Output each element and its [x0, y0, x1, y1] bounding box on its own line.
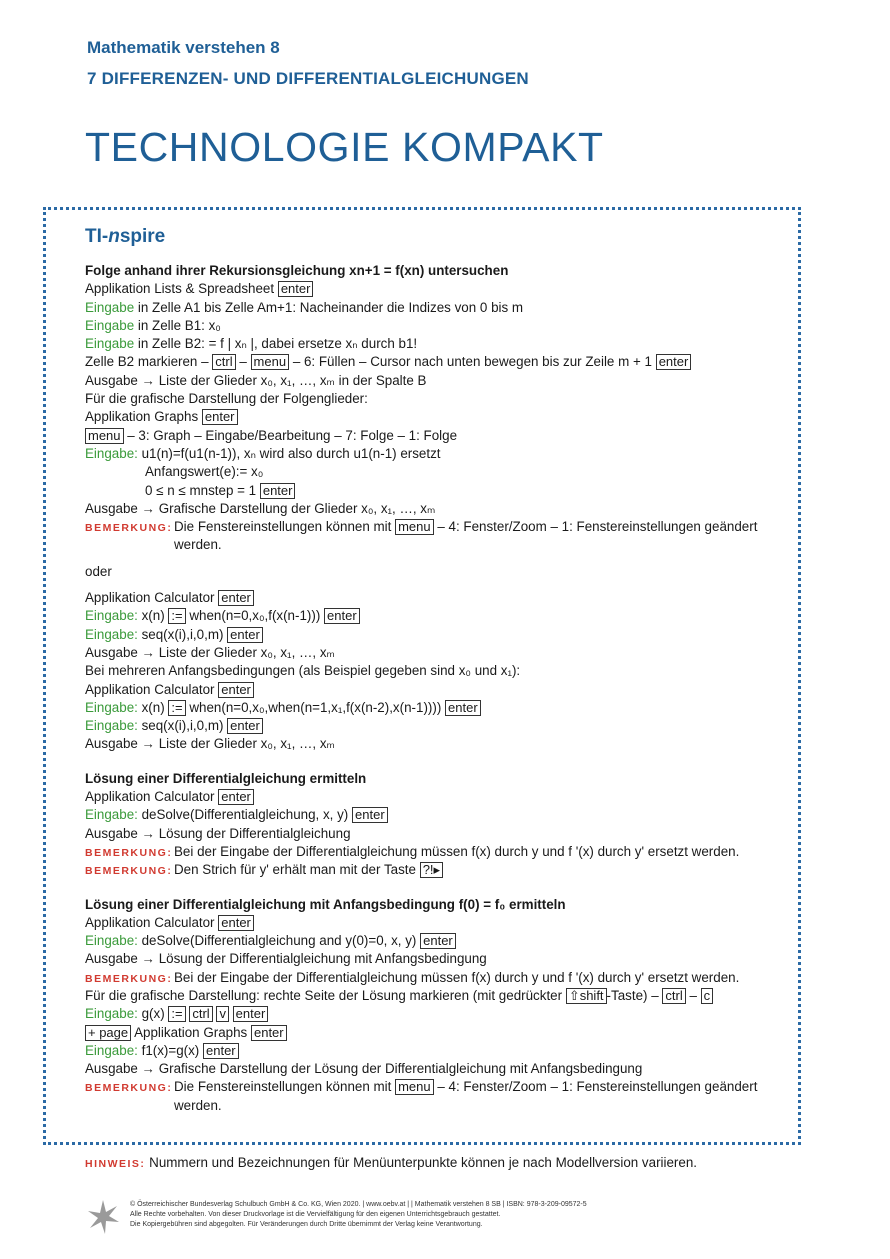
enter-key: enter [203, 1043, 239, 1059]
enter-key: enter [218, 915, 254, 931]
enter-key: enter [227, 718, 263, 734]
line: Bei mehreren Anfangsbedingungen (als Beispiel gegeben sind x₀ und x₁): [85, 663, 521, 679]
c-key: c [701, 988, 714, 1004]
hint-note: HINWEIS: Nummern und Bezeichnungen für Menüunterpunkte können je nach Modellversion variieren. [85, 1155, 698, 1170]
line: Eingabe: x(n) := when(n=0,x₀,when(n=1,x₁,f(x(n-2),x(n-1)))) enter [85, 699, 793, 717]
ctrl-key: ctrl [189, 1006, 212, 1022]
line: + page Applikation Graphs enter [85, 1024, 793, 1042]
book-title: Mathematik verstehen 8 [87, 38, 280, 57]
remark: BEMERKUNG: Die Fenstereinstellungen können mit menu – 4: Fenster/Zoom – 1: Fenstereinstellungen geändert [85, 519, 758, 535]
page-title: TECHNOLOGIE KOMPAKT [85, 124, 604, 170]
line: Ausgabe → Lösung der Differentialgleichung [85, 825, 351, 841]
menu-key: menu [85, 428, 124, 444]
line: Eingabe in Zelle B2: = f | xₙ |, dabei ersetze xₙ durch b1! [85, 336, 418, 352]
enter-key: enter [251, 1025, 287, 1041]
line: Zelle B2 markieren – ctrl – menu – 6: Füllen – Cursor nach unten bewegen bis zur Zeile m + 1 enter [85, 353, 793, 371]
remark: BEMERKUNG: Den Strich für y' erhält man mit der Taste ?!▸ [85, 861, 793, 879]
instructions [85, 262, 793, 1115]
shift-key: ⇧shift [566, 988, 607, 1004]
footer: © Österreichischer Bundesverlag Schulbuch GmbH & Co. KG, Wien 2020. | www.oebv.at | | Mathematik verstehen 8 SB | ISBN: 978-3-209-09572-5 Alle Rechte vorbehalten. Von dieser Druckvorlage ist die Vervielfältigung für den eigenen Unterrichtsgebrauch gestattet. Die Kopiergebühren sind abgegolten. Für Veränderungen durch Dritte übernimmt der Verlag keine Verantwortung. [130, 1201, 587, 1228]
line: Eingabe in Zelle A1 bis Zelle Am+1: Nacheinander die Indizes von 0 bis m [85, 299, 524, 315]
ctrl-key: ctrl [662, 988, 685, 1004]
line: Applikation Calculator enter [85, 788, 793, 806]
remark-cont: werden. [174, 1097, 222, 1113]
enter-key: enter [233, 1006, 269, 1022]
enter-key: enter [260, 483, 296, 499]
menu-key: menu [395, 1079, 434, 1095]
enter-key: enter [656, 354, 692, 370]
chapter-title: 7 DIFFERENZEN- UND DIFFERENTIALGLEICHUNGEN [87, 69, 529, 88]
line: Eingabe: seq(x(i),i,0,m) enter [85, 626, 793, 644]
enter-key: enter [218, 682, 254, 698]
line: Eingabe: u1(n)=f(u1(n-1)), xₙ wird also durch u1(n-1) ersetzt [85, 445, 441, 461]
publisher-logo-icon [86, 1198, 120, 1236]
oder-text: oder [85, 563, 112, 579]
enter-key: enter [445, 700, 481, 716]
line: menu – 3: Graph – Eingabe/Bearbeitung – 7: Folge – 1: Folge [85, 427, 793, 445]
enter-key: enter [202, 409, 238, 425]
menu-key: menu [395, 519, 434, 535]
line: Eingabe: x(n) := when(n=0,x₀,f(x(n-1))) enter [85, 607, 793, 625]
v-key: v [216, 1006, 229, 1022]
line: Eingabe: deSolve(Differentialgleichung, x, y) enter [85, 806, 793, 824]
enter-key: enter [324, 608, 360, 624]
enter-key: enter [227, 627, 263, 643]
line: Eingabe: deSolve(Differentialgleichung and y(0)=0, x, y) enter [85, 932, 793, 950]
line: Ausgabe → Liste der Glieder x₀, x₁, …, xₘ in der Spalte B [85, 372, 427, 388]
line: Eingabe: f1(x)=g(x) enter [85, 1042, 793, 1060]
remark: BEMERKUNG: Bei der Eingabe der Differentialgleichung müssen f(x) durch y und f '(x) durch y' ersetzt werden. [85, 969, 740, 985]
line: Applikation Graphs enter [85, 408, 793, 426]
line: Applikation Calculator enter [85, 589, 793, 607]
page-key: + page [85, 1025, 131, 1041]
line: 0 ≤ n ≤ mnstep = 1 enter [85, 482, 793, 500]
heading-folge: Folge anhand ihrer Rekursionsgleichung xn+1 = f(xn) untersuchen [85, 263, 509, 278]
line: Ausgabe → Grafische Darstellung der Glieder x₀, x₁, …, xₘ [85, 500, 436, 516]
enter-key: enter [352, 807, 388, 823]
enter-key: enter [218, 590, 254, 606]
section-title: TI-nspire [85, 226, 166, 247]
ctrl-key: ctrl [212, 354, 235, 370]
assign-key: := [168, 700, 185, 716]
line: Für die grafische Darstellung: rechte Seite der Lösung markieren (mit gedrückter ⇧shift -Taste) – ctrl – c [85, 987, 793, 1005]
enter-key: enter [278, 281, 314, 297]
line: Anfangswert(e):= x₀ [145, 464, 264, 480]
line: Applikation Lists & Spreadsheet enter [85, 280, 793, 298]
line: Ausgabe → Liste der Glieder x₀, x₁, …, xₘ [85, 736, 335, 752]
line: Eingabe: g(x) := ctrl v enter [85, 1005, 793, 1023]
enter-key: enter [420, 933, 456, 949]
menu-key: menu [251, 354, 290, 370]
line: Ausgabe → Lösung der Differentialgleichung mit Anfangsbedingung [85, 951, 487, 967]
line: Eingabe in Zelle B1: x₀ [85, 317, 221, 333]
line: Eingabe: seq(x(i),i,0,m) enter [85, 717, 793, 735]
line: Ausgabe → Liste der Glieder x₀, x₁, …, xₘ [85, 644, 335, 660]
heading-desolve: Lösung einer Differentialgleichung ermitteln [85, 770, 367, 786]
line: Für die grafische Darstellung der Folgenglieder: [85, 391, 368, 407]
remark-cont: werden. [174, 537, 222, 553]
assign-key: := [168, 1006, 185, 1022]
enter-key: enter [218, 789, 254, 805]
remark: BEMERKUNG: Die Fenstereinstellungen können mit menu – 4: Fenster/Zoom – 1: Fenstereinstellungen geändert [85, 1079, 758, 1095]
line: Applikation Calculator enter [85, 681, 793, 699]
line: Applikation Calculator enter [85, 914, 793, 932]
hint-key: ?!▸ [420, 862, 443, 878]
line: Ausgabe → Grafische Darstellung der Lösung der Differentialgleichung mit Anfangsbedingung [85, 1061, 643, 1077]
assign-key: := [168, 608, 185, 624]
remark: BEMERKUNG: Bei der Eingabe der Differentialgleichung müssen f(x) durch y und f '(x) durch y' ersetzt werden. [85, 843, 740, 859]
heading-desolve-ab: Lösung einer Differentialgleichung mit Anfangsbedingung f(0) = f₀ ermitteln [85, 896, 566, 912]
